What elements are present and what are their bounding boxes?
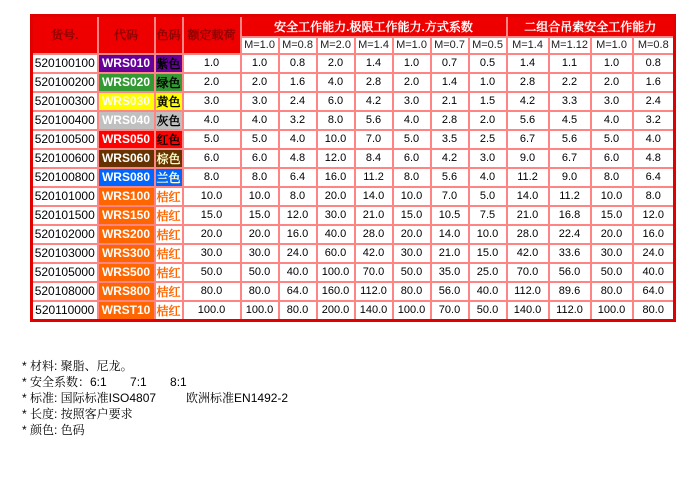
capacity-cell: 200.0 [317,301,355,321]
code-cell: WRS030 [98,92,155,111]
capacity-cell: 4.2 [355,92,393,111]
capacity-cell: 4.5 [549,111,591,130]
capacity-cell: 20.0 [591,225,633,244]
capacity-cell: 40.0 [279,263,317,282]
capacity-cell: 8.0 [633,187,675,206]
code-cell: WRS800 [98,282,155,301]
capacity-cell: 2.2 [549,73,591,92]
capacity-cell: 1.4 [355,54,393,73]
capacity-cell: 6.0 [393,149,431,168]
capacity-cell: 6.0 [317,92,355,111]
capacity-cell: 8.0 [241,168,279,187]
mode-coefficient-header: M=0.5 [469,37,507,54]
capacity-cell: 21.0 [507,206,549,225]
capacity-cell: 40.0 [317,225,355,244]
item-no-cell: 520110000 [32,301,98,321]
code-cell: WRS150 [98,206,155,225]
capacity-cell: 4.0 [317,73,355,92]
capacity-cell: 3.2 [279,111,317,130]
capacity-cell: 56.0 [431,282,469,301]
capacity-cell: 5.6 [355,111,393,130]
capacity-cell: 21.0 [355,206,393,225]
capacity-cell: 5.0 [393,130,431,149]
color-code-cell: 桔红 [155,206,183,225]
capacity-cell: 1.5 [469,92,507,111]
color-code-cell: 桔红 [155,263,183,282]
capacity-cell: 70.0 [431,301,469,321]
capacity-cell: 80.0 [633,301,675,321]
capacity-cell: 8.4 [355,149,393,168]
capacity-cell: 50.0 [469,301,507,321]
capacity-cell: 6.4 [633,168,675,187]
capacity-cell: 28.0 [507,225,549,244]
col-header-two-leg-sling-group: 二组合吊索安全工作能力 [507,16,675,37]
capacity-cell: 22.4 [549,225,591,244]
note-line: * 安全系数：6:1 7:1 8:1 [22,374,187,389]
capacity-cell: 50.0 [393,263,431,282]
capacity-cell: 64.0 [633,282,675,301]
capacity-cell: 2.4 [279,92,317,111]
capacity-cell: 100.0 [393,301,431,321]
capacity-cell: 30.0 [241,244,279,263]
capacity-cell: 11.2 [549,187,591,206]
rated-load-cell: 100.0 [183,301,241,321]
capacity-cell: 12.0 [633,206,675,225]
capacity-cell: 0.8 [633,54,675,73]
table-row [32,301,675,321]
item-no-cell: 520102000 [32,225,98,244]
capacity-cell: 6.4 [279,168,317,187]
col-header-code: 代码 [98,16,155,54]
table-row [32,282,675,301]
item-no-cell: 520100300 [32,92,98,111]
capacity-cell: 6.0 [241,149,279,168]
capacity-cell: 10.0 [393,187,431,206]
capacity-cell: 30.0 [591,244,633,263]
capacity-cell: 42.0 [507,244,549,263]
color-code-cell: 桔红 [155,282,183,301]
col-header-item-no: 货号. [32,16,98,54]
capacity-cell: 4.0 [591,111,633,130]
header-row-groups [32,16,675,37]
note-line: * 颜色: 色码 [22,422,85,437]
capacity-cell: 5.6 [507,111,549,130]
item-no-cell: 520101000 [32,187,98,206]
capacity-cell: 3.2 [633,111,675,130]
color-code-cell: 棕色 [155,149,183,168]
capacity-cell: 4.0 [633,130,675,149]
capacity-cell: 0.5 [469,54,507,73]
col-header-safety-capacity-group: 安全工作能力.极限工作能力.方式系数 [241,16,507,37]
table-row [32,149,675,168]
color-code-cell: 紫色 [155,54,183,73]
capacity-cell: 11.2 [507,168,549,187]
capacity-cell: 112.0 [507,282,549,301]
capacity-cell: 9.0 [507,149,549,168]
capacity-cell: 1.6 [633,73,675,92]
code-cell: WRS050 [98,130,155,149]
table-row [32,130,675,149]
capacity-cell: 12.0 [279,206,317,225]
capacity-cell: 89.6 [549,282,591,301]
capacity-cell: 80.0 [241,282,279,301]
table-row [32,92,675,111]
capacity-cell: 11.2 [355,168,393,187]
color-code-cell: 绿色 [155,73,183,92]
code-cell: WRS040 [98,111,155,130]
note-line: * 标准: 国际标准ISO4807 欧洲标准EN1492-2 [22,390,289,405]
capacity-cell: 7.0 [355,130,393,149]
color-code-cell: 桔红 [155,244,183,263]
item-no-cell: 520100200 [32,73,98,92]
code-cell: WRS080 [98,168,155,187]
table-row [32,225,675,244]
rated-load-cell: 5.0 [183,130,241,149]
capacity-cell: 1.4 [431,73,469,92]
capacity-cell: 28.0 [355,225,393,244]
capacity-cell: 0.8 [279,54,317,73]
capacity-cell: 20.0 [317,187,355,206]
table-row [32,168,675,187]
item-no-cell: 520105000 [32,263,98,282]
capacity-cell: 2.0 [591,73,633,92]
item-no-cell: 520100100 [32,54,98,73]
capacity-cell: 10.0 [241,187,279,206]
color-code-cell: 红色 [155,130,183,149]
capacity-cell: 1.0 [241,54,279,73]
code-cell: WRS060 [98,149,155,168]
capacity-cell: 100.0 [317,263,355,282]
capacity-cell: 16.0 [633,225,675,244]
rated-load-cell: 10.0 [183,187,241,206]
capacity-cell: 3.0 [469,149,507,168]
capacity-cell: 33.6 [549,244,591,263]
table-row [32,73,675,92]
capacity-cell: 4.8 [279,149,317,168]
capacity-cell: 1.6 [279,73,317,92]
capacity-cell: 1.0 [591,54,633,73]
item-no-cell: 520103000 [32,244,98,263]
capacity-cell: 5.0 [591,130,633,149]
capacity-cell: 100.0 [241,301,279,321]
capacity-cell: 6.0 [591,149,633,168]
capacity-cell: 20.0 [241,225,279,244]
capacity-cell: 10.0 [469,225,507,244]
rated-load-cell: 30.0 [183,244,241,263]
capacity-cell: 14.0 [507,187,549,206]
table-row [32,263,675,282]
code-cell: WRS300 [98,244,155,263]
capacity-cell: 24.0 [279,244,317,263]
capacity-cell: 2.4 [633,92,675,111]
capacity-cell: 15.0 [393,206,431,225]
capacity-cell: 2.8 [355,73,393,92]
table-body [32,54,675,321]
color-code-cell: 桔红 [155,225,183,244]
color-code-cell: 兰色 [155,168,183,187]
capacity-cell: 2.1 [431,92,469,111]
capacity-cell: 8.0 [393,168,431,187]
capacity-cell: 24.0 [633,244,675,263]
capacity-cell: 1.4 [507,54,549,73]
capacity-cell: 4.0 [279,130,317,149]
capacity-cell: 160.0 [317,282,355,301]
capacity-cell: 140.0 [355,301,393,321]
rated-load-cell: 8.0 [183,168,241,187]
item-no-cell: 520100500 [32,130,98,149]
capacity-cell: 42.0 [355,244,393,263]
mode-coefficient-header: M=1.4 [507,37,549,54]
item-no-cell: 520100600 [32,149,98,168]
capacity-cell: 2.0 [393,73,431,92]
capacity-cell: 112.0 [355,282,393,301]
capacity-cell: 70.0 [355,263,393,282]
capacity-cell: 10.0 [591,187,633,206]
capacity-cell: 1.0 [469,73,507,92]
item-no-cell: 520100800 [32,168,98,187]
capacity-cell: 20.0 [393,225,431,244]
table-row [32,187,675,206]
capacity-cell: 4.0 [241,111,279,130]
capacity-cell: 50.0 [591,263,633,282]
capacity-cell: 9.0 [549,168,591,187]
capacity-cell: 100.0 [591,301,633,321]
capacity-cell: 35.0 [431,263,469,282]
capacity-cell: 10.0 [317,130,355,149]
table-row [32,111,675,130]
capacity-cell: 14.0 [431,225,469,244]
col-header-color-code: 色码 [155,16,183,54]
color-code-cell: 灰色 [155,111,183,130]
capacity-cell: 15.0 [591,206,633,225]
capacity-cell: 4.2 [507,92,549,111]
code-cell: WRS020 [98,73,155,92]
mode-coefficient-header: M=0.8 [279,37,317,54]
footnotes [22,358,682,438]
rated-load-cell: 50.0 [183,263,241,282]
table-row [32,244,675,263]
capacity-cell: 5.6 [549,130,591,149]
note-line: * 材料: 聚脂、尼龙。 [22,358,133,373]
capacity-cell: 1.1 [549,54,591,73]
capacity-cell: 3.0 [241,92,279,111]
color-code-cell: 桔红 [155,187,183,206]
capacity-cell: 1.0 [393,54,431,73]
capacity-cell: 10.5 [431,206,469,225]
table-row [32,206,675,225]
code-cell: WRS500 [98,263,155,282]
mode-coefficient-header: M=0.8 [633,37,675,54]
mode-coefficient-header: M=1.0 [393,37,431,54]
rated-load-cell: 2.0 [183,73,241,92]
sling-capacity-table [30,14,676,322]
capacity-cell: 15.0 [241,206,279,225]
capacity-cell: 50.0 [241,263,279,282]
code-cell: WRST10 [98,301,155,321]
capacity-cell: 60.0 [317,244,355,263]
capacity-cell: 4.8 [633,149,675,168]
mode-coefficient-header: M=0.7 [431,37,469,54]
capacity-cell: 140.0 [507,301,549,321]
capacity-cell: 3.0 [591,92,633,111]
capacity-cell: 16.8 [549,206,591,225]
capacity-cell: 7.5 [469,206,507,225]
capacity-cell: 40.0 [633,263,675,282]
mode-coefficient-header: M=1.12 [549,37,591,54]
capacity-cell: 2.0 [469,111,507,130]
capacity-cell: 4.0 [393,111,431,130]
capacity-cell: 5.0 [241,130,279,149]
mode-coefficient-header: M=2.0 [317,37,355,54]
capacity-cell: 56.0 [549,263,591,282]
capacity-cell: 2.5 [469,130,507,149]
rated-load-cell: 80.0 [183,282,241,301]
capacity-cell: 3.0 [393,92,431,111]
item-no-cell: 520101500 [32,206,98,225]
table-row [32,54,675,73]
note-line: * 长度: 按照客户要求 [22,406,133,421]
capacity-cell: 30.0 [393,244,431,263]
capacity-cell: 5.6 [431,168,469,187]
capacity-cell: 4.2 [431,149,469,168]
capacity-cell: 3.3 [549,92,591,111]
code-cell: WRS100 [98,187,155,206]
capacity-cell: 80.0 [393,282,431,301]
capacity-cell: 2.8 [431,111,469,130]
capacity-cell: 80.0 [279,301,317,321]
capacity-cell: 14.0 [355,187,393,206]
capacity-cell: 80.0 [591,282,633,301]
rated-load-cell: 15.0 [183,206,241,225]
capacity-cell: 25.0 [469,263,507,282]
capacity-cell: 2.0 [241,73,279,92]
rated-load-cell: 4.0 [183,111,241,130]
capacity-cell: 40.0 [469,282,507,301]
mode-coefficient-header: M=1.0 [241,37,279,54]
capacity-cell: 2.8 [507,73,549,92]
capacity-cell: 16.0 [279,225,317,244]
capacity-cell: 6.7 [507,130,549,149]
capacity-cell: 7.0 [431,187,469,206]
capacity-cell: 16.0 [317,168,355,187]
col-header-rated-load: 额定载荷 [183,16,241,54]
capacity-cell: 112.0 [549,301,591,321]
capacity-cell: 30.0 [317,206,355,225]
item-no-cell: 520108000 [32,282,98,301]
capacity-cell: 64.0 [279,282,317,301]
capacity-cell: 15.0 [469,244,507,263]
capacity-cell: 8.0 [279,187,317,206]
mode-coefficient-header: M=1.4 [355,37,393,54]
rated-load-cell: 3.0 [183,92,241,111]
capacity-cell: 3.5 [431,130,469,149]
capacity-cell: 12.0 [317,149,355,168]
capacity-cell: 21.0 [431,244,469,263]
capacity-cell: 8.0 [317,111,355,130]
rated-load-cell: 1.0 [183,54,241,73]
capacity-cell: 8.0 [591,168,633,187]
capacity-cell: 2.0 [317,54,355,73]
color-code-cell: 桔红 [155,301,183,321]
capacity-cell: 0.7 [431,54,469,73]
table-header [32,16,675,54]
code-cell: WRS010 [98,54,155,73]
capacity-cell: 70.0 [507,263,549,282]
mode-coefficient-header: M=1.0 [591,37,633,54]
rated-load-cell: 6.0 [183,149,241,168]
rated-load-cell: 20.0 [183,225,241,244]
capacity-cell: 4.0 [469,168,507,187]
item-no-cell: 520100400 [32,111,98,130]
color-code-cell: 黄色 [155,92,183,111]
capacity-cell: 6.7 [549,149,591,168]
capacity-cell: 5.0 [469,187,507,206]
code-cell: WRS200 [98,225,155,244]
